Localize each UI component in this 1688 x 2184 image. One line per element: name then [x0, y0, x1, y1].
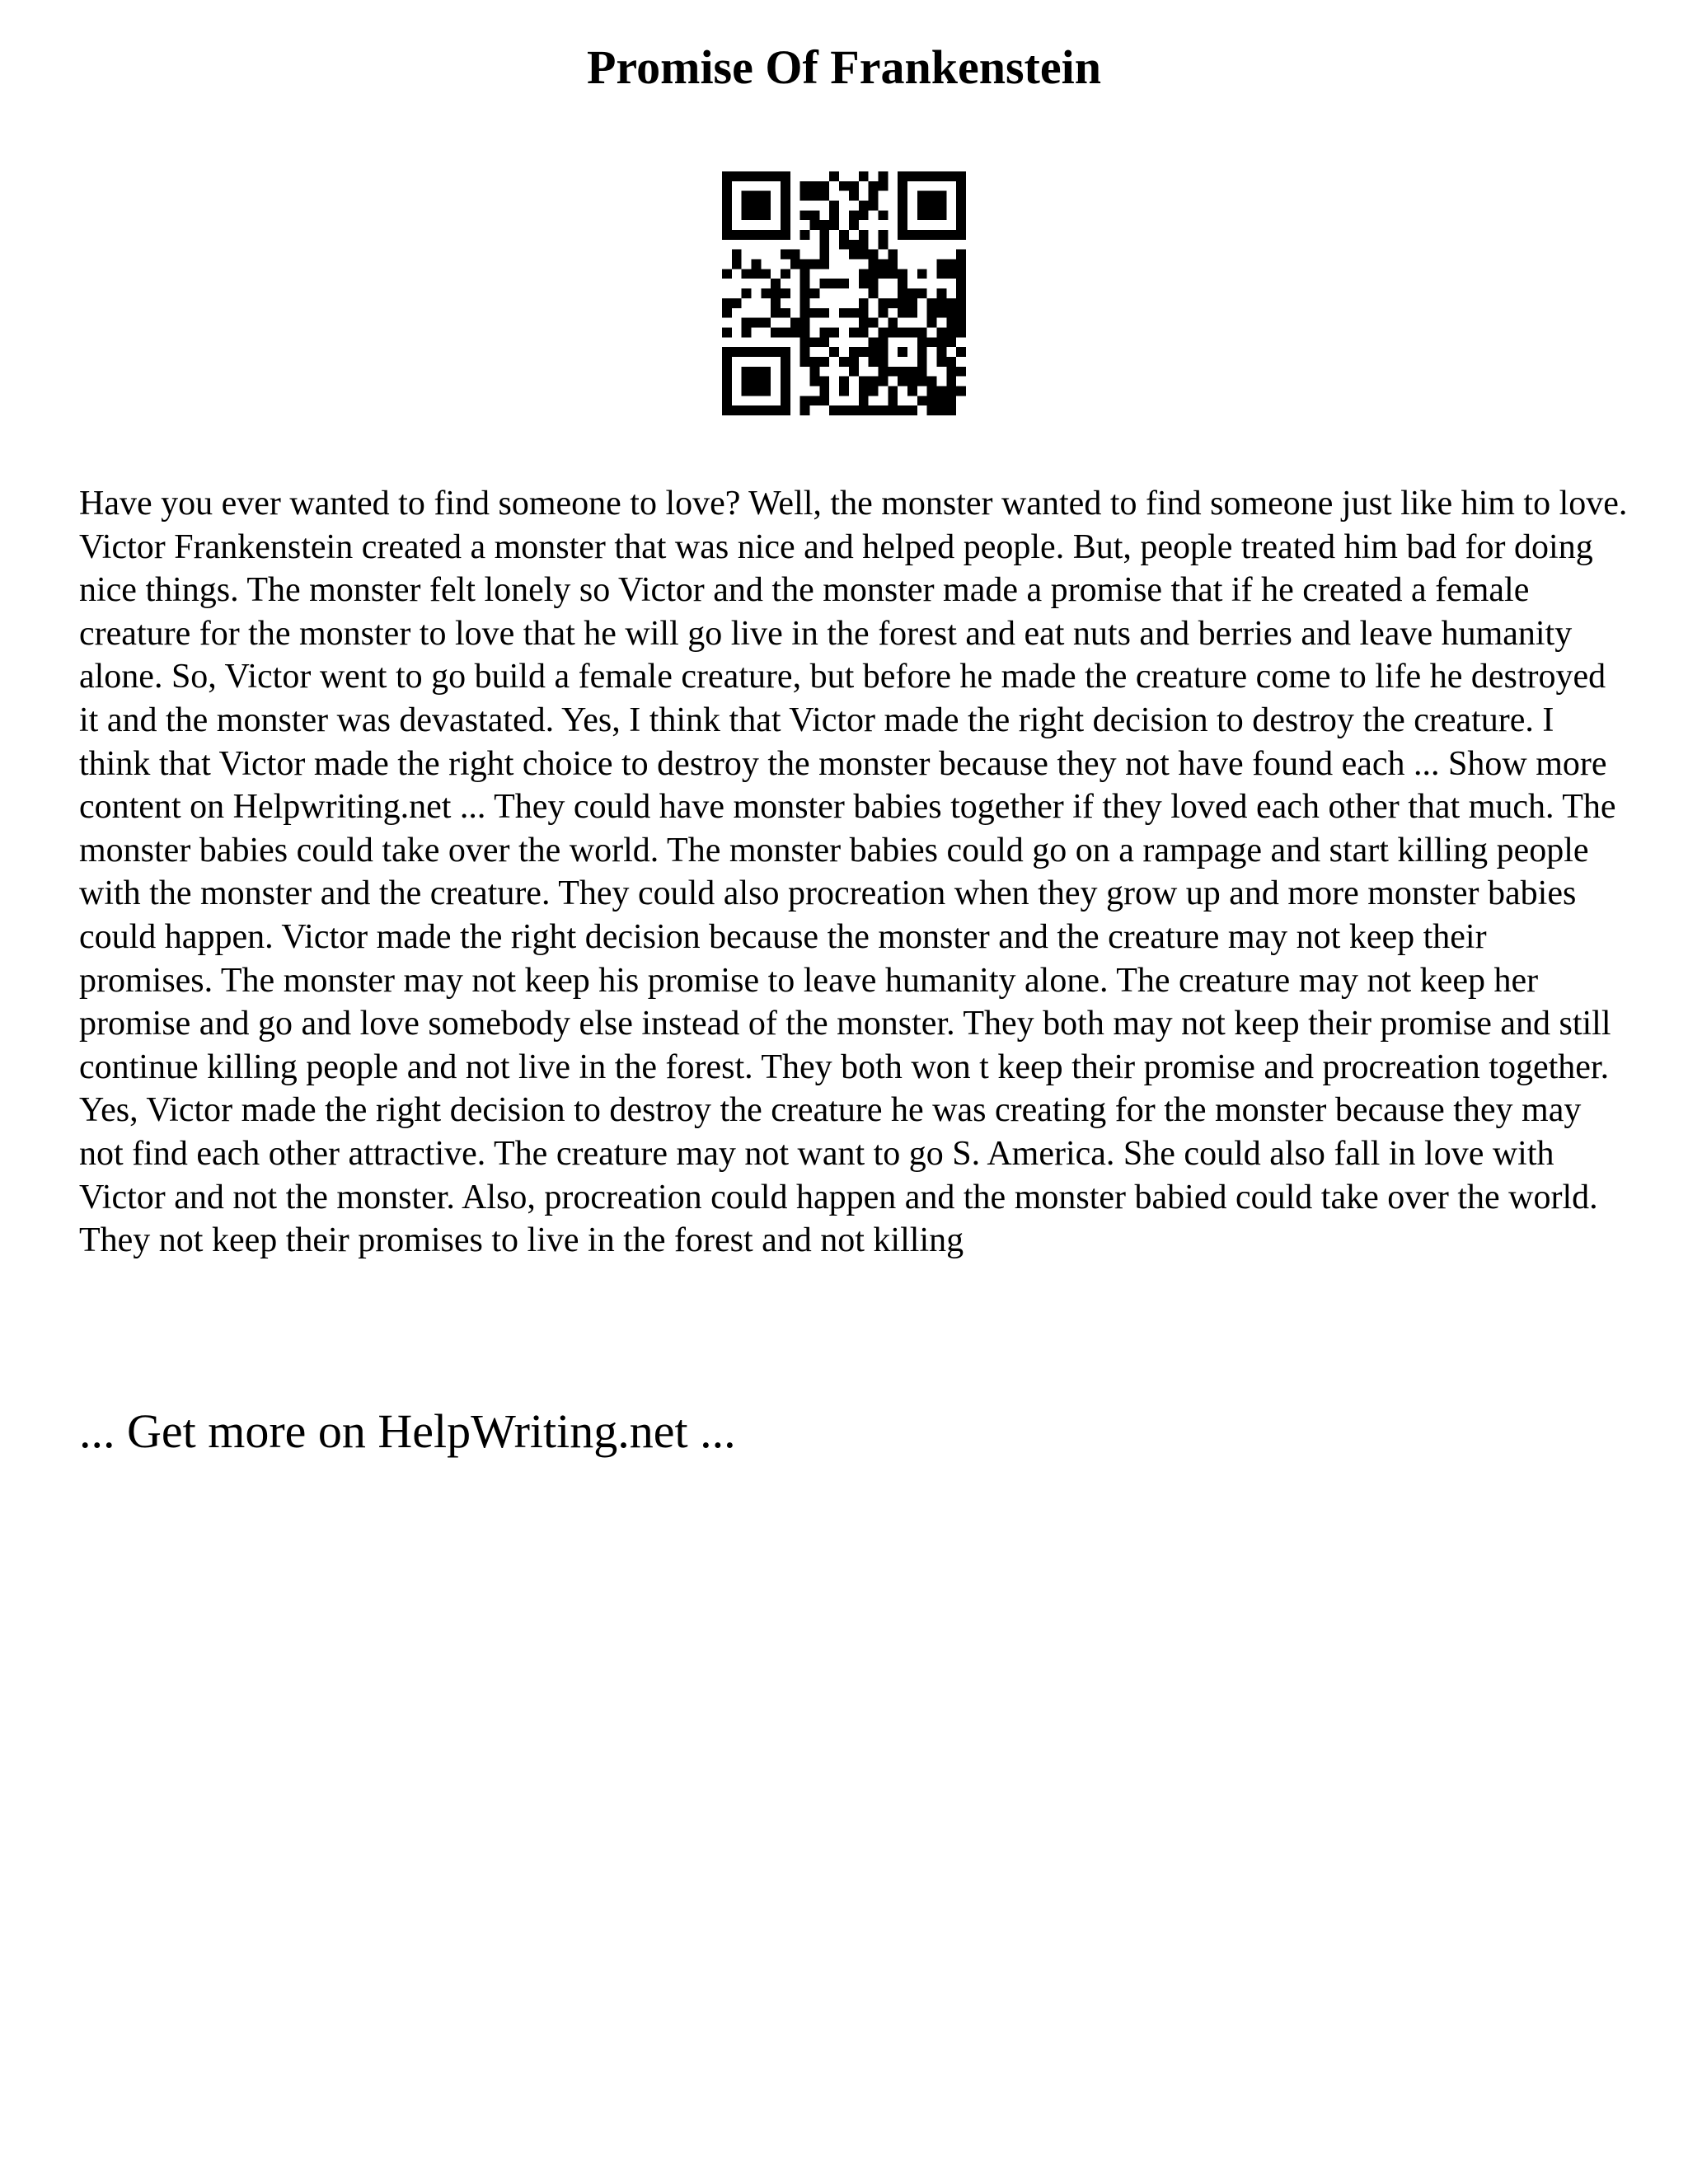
- get-more-link[interactable]: ... Get more on HelpWriting.net ...: [79, 1404, 736, 1458]
- document-title: Promise Of Frankenstein: [587, 40, 1101, 94]
- essay-body: Have you ever wanted to find someone to love? Well, the monster wanted to find someone just like him to love. Victor Frankenstein created a monster that was nice and helped people. But, people treated him bad for doing nice things. The monster felt lonely so Victor and the monster made a promise that if he created a female creature for the monster to love that he will go live in the forest and eat nuts and berries and leave humanity alone. So, Victor went to go build a female creature, but before he made the creature come to life he destroyed it and the monster was devastated. Yes, I think that Victor made the right decision to destroy the creature. I think that Victor made the right choice to destroy the monster because they not have found each ... Show more content on Helpwriting.net ... They could have monster babies together if they loved each other that much. The monster babies could take over the world. The monster babies could go on a rampage and start killing people with the monster and the creature. They could also procreation when they grow up and more monster babies could happen. Victor made the right decision because the monster and the creature may not keep their promises. The monster may not keep his promise to leave humanity alone. The creature may not keep her promise and go and love somebody else instead of the monster. They both may not keep their promise and still continue killing people and not live in the forest. They both won t keep their promise and procreation together. Yes, Victor made the right decision to destroy the creature he was creating for the monster because they may not find each other attractive. The creature may not want to go S. America. She could also fall in love with Victor and not the monster. Also, procreation could happen and the monster babied could take over the world. They not keep their promises to live in the forest and not killing: [79, 485, 1628, 1260]
- qr-code-icon: [722, 171, 966, 415]
